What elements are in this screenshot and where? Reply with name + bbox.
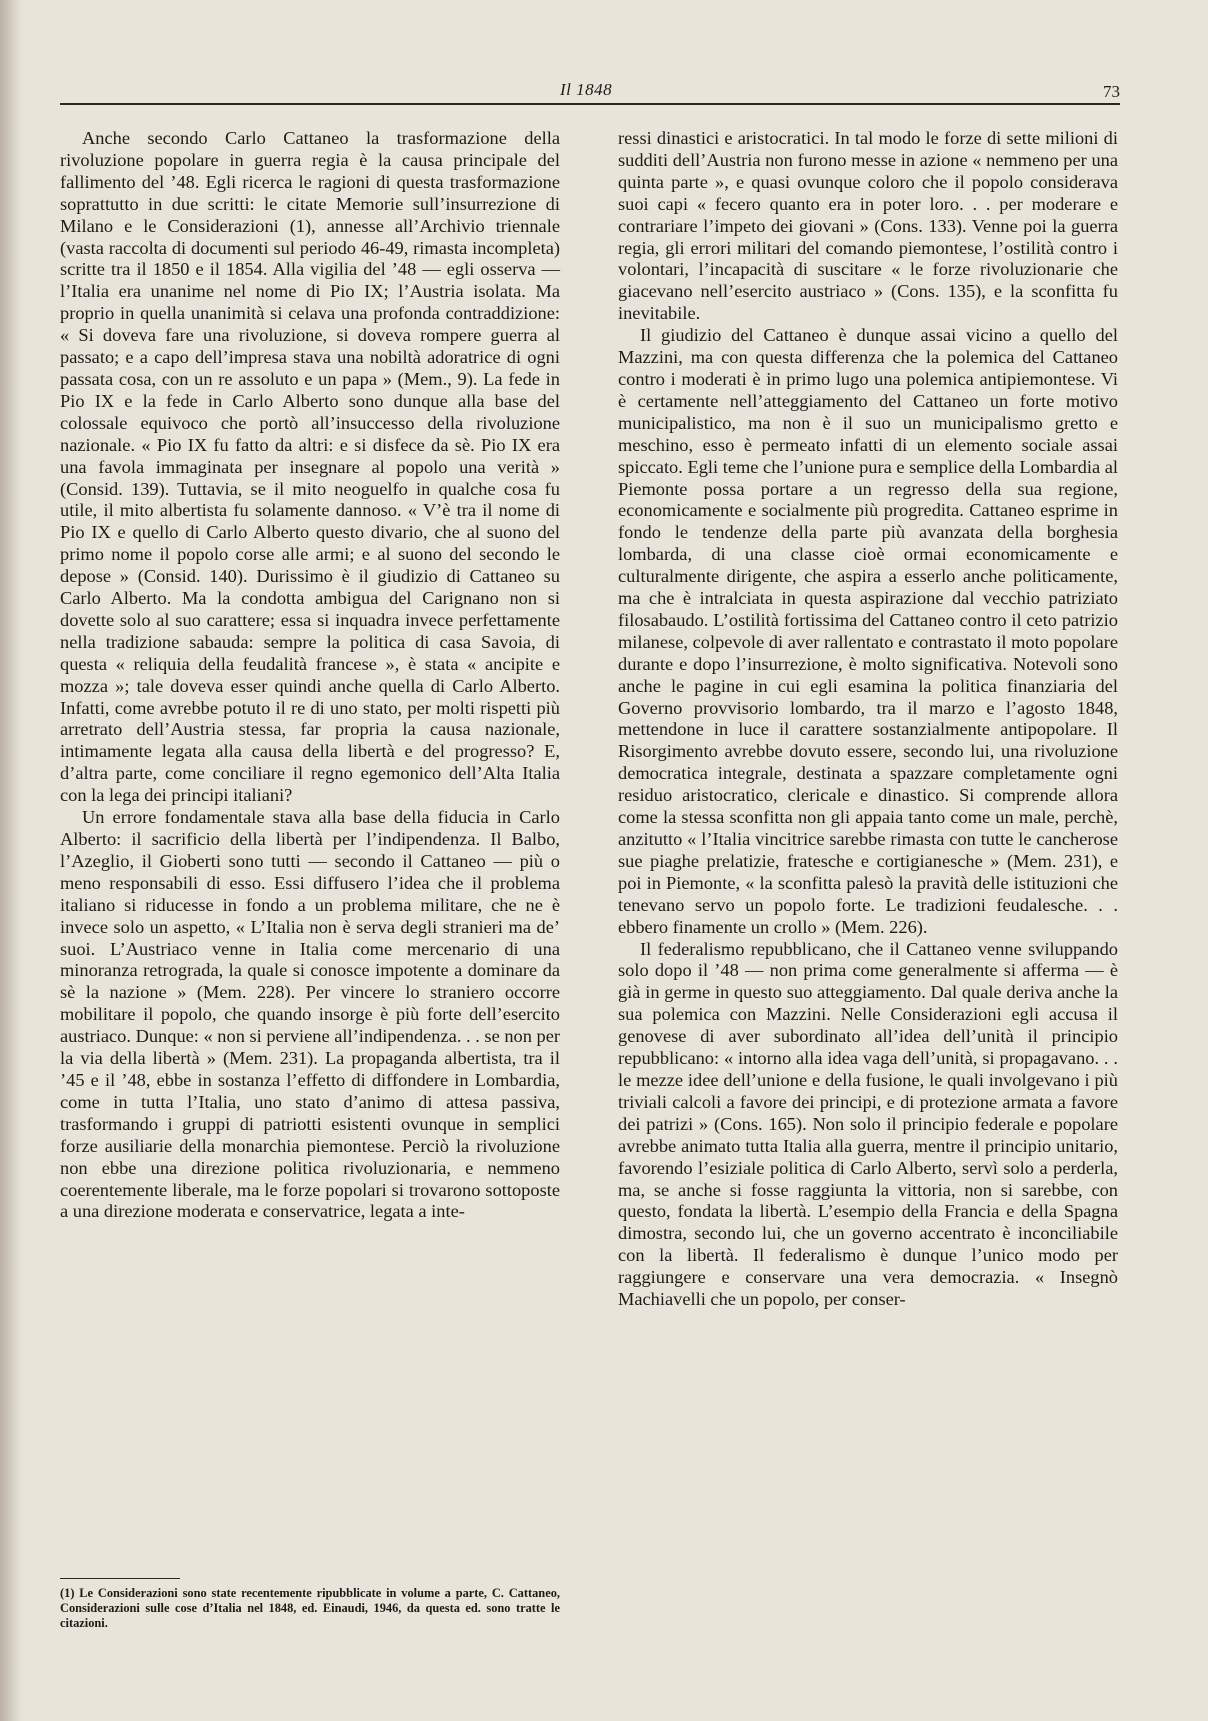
paragraph: Un errore fondamentale stava alla base della fiducia in Carlo Alberto: il sacrificio della libertà per l’indipendenza. Il Balbo, l’Azeglio, il Gioberti sono tutti — secondo il Cattaneo — più o meno responsabili di esso. Essi diffusero l’idea che il problema italiano si riducesse in fondo a un problema militare, che ne è invece solo un aspetto, « L’Italia non è serva degli stranieri ma de’ suoi. L’Austriaco venne in Italia come mercenario di una minoranza retrograda, la quale si conosce impotente a dominare da sè la nazione » (Mem. 228). Per vincere lo straniero occorre mobilitare il popolo, che quando insorge è più forte dell’esercito austriaco. Dunque: « non si perviene all’indipendenza. . . se non per la via della libertà » (Mem. 231). La propaganda albertista, tra il ’45 e il ’48, ebbe in sostanza l’effetto di diffondere in Lombardia, come in tutta l’Italia, uno stato d’animo di attesa passiva, trasformando i gruppi di patriotti esistenti ovunque in semplici forze ausiliarie della monarchia piemontese. Perciò la rivoluzione non ebbe una direzione politica rivoluzionaria, e nemmeno coerentemente liberale, ma le forze popolari si trovarono sottoposte a una direzione moderata e conservatrice, legata a inte-: [60, 807, 560, 1222]
left-column: [60, 128, 560, 1223]
header-rule: [60, 103, 1120, 105]
paragraph: Il federalismo repubblicano, che il Cattaneo venne sviluppando solo dopo il ’48 — non prima come generalmente si afferma — è già in germe in questo suo atteggiamento. Dal quale deriva anche la sua polemica con Mazzini. Nelle Considerazioni egli accusa il genovese di aver subordinato all’idea dell’unità il principio repubblicano: « intorno alla idea vaga dell’unità, si propagavano. . . le mezze idee dell’unione e della fusione, le quali involgevano i più triviali calcoli a favore dei principi, e di protezione armata a favore dei patrizi » (Cons. 165). Non solo il principio federale e popolare avrebbe animato tutta Italia alla guerra, mentre il principio unitario, favorendo l’esiziale politica di Carlo Alberto, servì solo a perderla, ma, se anche si fosse raggiunta la vittoria, non si sarebbe, con questo, fondata la libertà. L’esempio della Francia e della Spagna dimostra, secondo lui, che un governo accentrato è inconciliabile con la libertà. Il federalismo è dunque l’unico modo per raggiungere e conservare una vera democrazia. « Insegnò Machiavelli che un popolo, per conser-: [618, 938, 1118, 1310]
book-spine-shadow: [0, 0, 22, 1721]
right-column: [618, 128, 1118, 1311]
footnote: (1) Le Considerazioni sono state recentemente ripubblicate in volume a parte, C. Cattaneo, Considerazioni sulle cose d’Italia nel 1848, ed. Einaudi, 1946, da questa ed. sono tratte le citazioni.: [60, 1586, 560, 1630]
footnote-rule: [60, 1578, 180, 1579]
running-head: Il 1848: [560, 80, 613, 99]
page-number: 73: [1103, 82, 1120, 101]
paragraph: Anche secondo Carlo Cattaneo la trasformazione della rivoluzione popolare in guerra regia è la causa principale del fallimento del ’48. Egli ricerca le ragioni di questa trasformazione soprattutto in due scritti: le citate Memorie sull’insurrezione di Milano e le Considerazioni (1), annesse all’Archivio triennale (vasta raccolta di documenti sul periodo 46-49, rimasta incompleta) scritte tra il 1850 e il 1854. Alla vigilia del ’48 — egli osserva — l’Italia era unanime nel nome di Pio IX; l’Austria isolata. Ma proprio in quella unanimità si celava una profonda contraddizione: « Si doveva fare una rivoluzione, si doveva rompere guerra al passato; e a capo dell’impresa stava una nobiltà adoratrice di ogni passata cosa, con un re assoluto e un papa » (Mem., 9). La fede in Pio IX e la fede in Carlo Alberto sono dunque alla base del colossale equivoco che portò all’insuccesso della rivoluzione nazionale. « Pio IX fu fatto da altri: e si disfece da sè. Pio IX era una favola immaginata per insegnare al popolo una verità » (Consid. 139). Tuttavia, se il mito neoguelfo in qualche cosa fu utile, il mito albertista fu solamente dannoso. « V’è tra il nome di Pio IX e quello di Carlo Alberto questo divario, che al suono del primo nome il popolo corse alle armi; e al suono del secondo le depose » (Consid. 140). Durissimo è il giudizio di Cattaneo su Carlo Alberto. Ma la condotta ambigua del Carignano non si dovette solo al suo carattere; essa si inquadra invece perfettamente nella tradizione sabauda: sempre la politica di casa Savoia, di questa « reliquia della feudalità francese », è stata « ancipite e mozza »; tale doveva esser quindi anche quella di Carlo Alberto. Infatti, come avrebbe potuto il re di uno stato, per molti rispetti più arretrato dell’Austria stessa, far propria la causa nazionale, intimamente legata alla causa della libertà e del progresso? E, d’altra parte, come conciliare il regno egemonico dell’Alta Italia con la lega dei principi italiani?: [60, 128, 560, 806]
paragraph: ressi dinastici e aristocratici. In tal modo le forze di sette milioni di sudditi dell’Austria non furono messe in azione « nemmeno per una quinta parte », e quasi ovunque coloro che il popolo considerava suoi capi « fecero quanto era in poter loro. . . per moderare e contrariare l’impeto dei giovani » (Cons. 133). Venne poi la guerra regia, gli errori militari del comando piemontese, l’ostilità contro i volontari, l’incapacità di suscitare « le forze rivoluzionarie che giacevano nell’esercito austriaco » (Cons. 135), e la sconfitta fu inevitabile.: [618, 128, 1118, 324]
paragraph: Il giudizio del Cattaneo è dunque assai vicino a quello del Mazzini, ma con questa differenza che la polemica del Cattaneo contro i moderati è in primo lugo una polemica antipiemontese. Vi è certamente nell’atteggiamento del Cattaneo un forte motivo municipalistico, ma non è il suo un municipalismo gretto e meschino, esso è permeato infatti di un elemento sociale assai spiccato. Egli teme che l’unione pura e semplice della Lombardia al Piemonte possa portare a un regresso della sua regione, economicamente e socialmente più progredita. Cattaneo esprime in fondo le tendenze della parte più avanzata della borghesia lombarda, di una classe cioè ormai economicamente e culturalmente dirigente, che aspira a esserlo anche politicamente, ma che è intralciata in questa aspirazione dal vecchio patriziato filosabaudo. L’ostilità fortissima del Cattaneo contro il ceto patrizio milanese, colpevole di aver rallentato e contrastato il moto popolare durante e dopo l’insurrezione, è molto significativa. Notevoli sono anche le pagine in cui egli esamina la politica finanziaria del Governo provvisorio lombardo, tra il marzo e l’agosto 1848, mettendone in luce il carattere sostanzialmente antipopolare. Il Risorgimento avrebbe dovuto essere, secondo lui, una rivoluzione democratica integrale, destinata a spazzare completamente ogni residuo aristocratico, clericale e dinastico. Si comprende allora come la stessa sconfitta non gli appaia tanto come un male, perchè, anzitutto « l’Italia vincitrice sarebbe rimasta con tutte le cancherose sue piaghe prelatizie, fratesche e cortigianesche » (Mem. 231), e poi in Piemonte, « la sconfitta palesò la pravità delle istituzioni che tenevano servo un popolo forte. Le tradizioni feudalesche. . . ebbero finamente un crollo » (Mem. 226).: [618, 325, 1118, 937]
